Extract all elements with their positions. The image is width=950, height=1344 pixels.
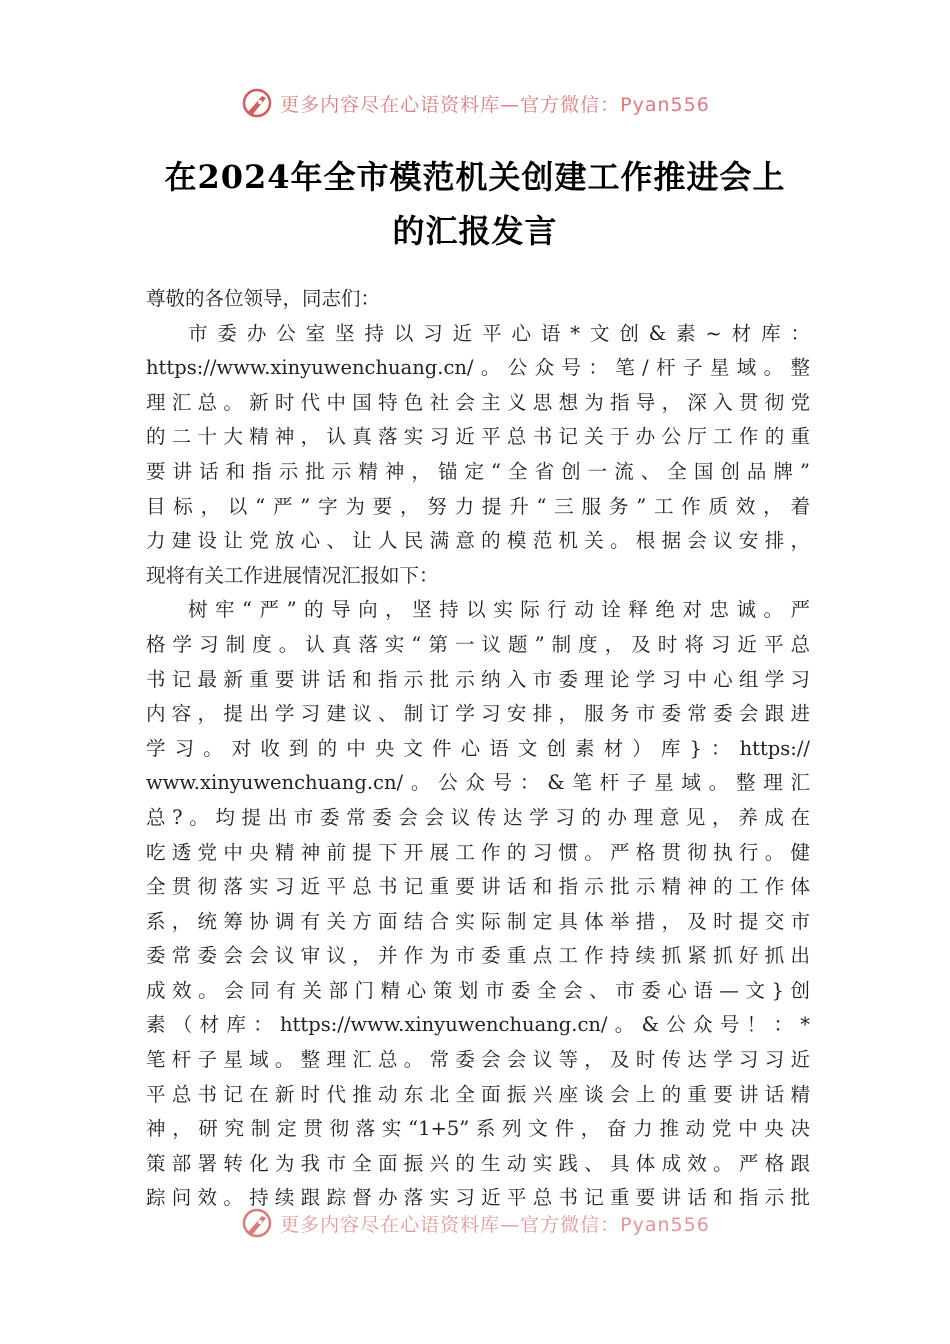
paragraph-line: 踪问效。持续跟踪督办落实习近平总书记重要讲话和指示批: [146, 1186, 810, 1210]
paragraph-line: 学习。对收到的中央文件心语文创素材）库}：https://: [146, 736, 810, 760]
paragraph-line: 笔杆子星域。整理汇总。常委会会议等，及时传达学习习近: [146, 1048, 810, 1072]
pen-nib-logo-icon: [240, 1206, 274, 1240]
document-body: [146, 282, 810, 1216]
paragraph-line: 系，统筹协调有关方面结合实际制定具体举措，及时提交市: [146, 909, 810, 933]
paragraph-line: 的二十大精神，认真落实习近平总书记关于办公厅工作的重: [146, 425, 810, 449]
paragraph-line: 格学习制度。认真落实“第一议题”制度，及时将习近平总: [146, 632, 810, 656]
paragraph-line: 理汇总。新时代中国特色社会主义思想为指导，深入贯彻党: [146, 390, 810, 414]
banner-text: 更多内容尽在心语资料库—官方微信：Pyan556: [280, 1213, 710, 1236]
paragraph-line: 现将有关工作进展情况汇报如下：: [146, 563, 439, 587]
paragraph-line: 神，研究制定贯彻落实“1+5”系列文件，奋力推动党中央决: [146, 1117, 810, 1141]
paragraph-line: 成效。会同有关部门精心策划市委全会、市委心语—文}创: [146, 978, 810, 1002]
paragraph-line: 要讲话和指示批示精神，锚定“全省创一流、全国创品牌”: [146, 459, 810, 483]
pen-nib-logo-icon: [240, 86, 274, 120]
paragraph-line: 树牢“严”的导向，坚持以实际行动诠释绝对忠诚。严: [188, 598, 810, 622]
salutation: 尊敬的各位领导，同志们：: [146, 287, 381, 310]
banner-text: 更多内容尽在心语资料库—官方微信：Pyan556: [280, 93, 710, 116]
page-title: [140, 150, 810, 258]
paragraph-line: 内容，提出学习建议、制订学习安排，服务市委常委会跟进: [146, 702, 810, 726]
paragraph-line: 委常委会会议审议，并作为市委重点工作持续抓紧抓好抓出: [146, 944, 810, 968]
header-banner: [0, 84, 950, 122]
paragraph-line: 目标，以“严”字为要，努力提升“三服务”工作质效，着: [146, 494, 810, 518]
title-line-1: 在2024年全市模范机关创建工作推进会上: [164, 158, 786, 196]
paragraph-line: www.xinyuwenchuang.cn/。公众号：&笔杆子星域。整理汇: [146, 771, 810, 795]
paragraph-line: 书记最新重要讲话和指示批示纳入市委理论学习中心组学习: [146, 667, 810, 691]
paragraph-line: 平总书记在新时代推动东北全面振兴座谈会上的重要讲话精: [146, 1082, 810, 1106]
footer-banner: [0, 1206, 950, 1240]
paragraph-line: 素（材库：https://www.xinyuwenchuang.cn/。&公众号！：*: [146, 1013, 810, 1037]
paragraph-2: [146, 593, 810, 1216]
paragraph-line: 全贯彻落实习近平总书记重要讲话和指示批示精神的工作体: [146, 875, 810, 899]
paragraph-line: 吃透党中央精神前提下开展工作的习惯。严格贯彻执行。健: [146, 840, 810, 864]
title-line-2: 的汇报发言: [392, 212, 558, 250]
paragraph-line: 市委办公室坚持以习近平心语*文创&素~材库：: [188, 321, 810, 345]
paragraph-1: [146, 317, 810, 594]
paragraph-line: 总?。均提出市委常委会会议传达学习的办理意见，养成在: [146, 805, 810, 829]
paragraph-line: 力建设让党放心、让人民满意的模范机关。根据会议安排，: [146, 529, 810, 553]
paragraph-line: 策部署转化为我市全面振兴的生动实践、具体成效。严格跟: [146, 1151, 810, 1175]
paragraph-line: https://www.xinyuwenchuang.cn/。公众号：笔/杆子星域。整: [146, 356, 810, 380]
